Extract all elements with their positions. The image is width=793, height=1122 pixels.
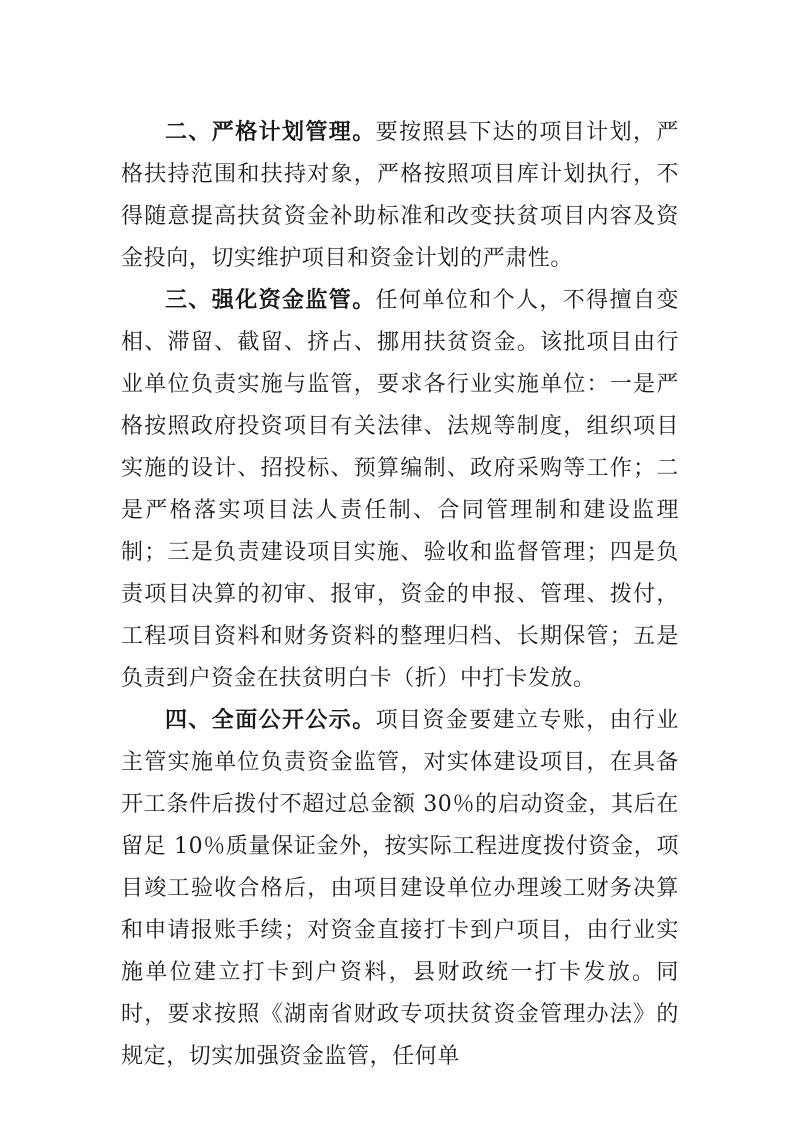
paragraph-heading: 四、全面公开公示。: [165, 708, 376, 733]
paragraph-heading: 二、严格计划管理。: [165, 120, 376, 145]
paragraph-fund-supervision: [121, 280, 679, 700]
paragraph-text: 任何单位和个人，不得擅自变相、滞留、截留、挤占、挪用扶贫资金。该批项目由行业单位负责实施与监管，要求各行业实施单位：一是严格按照政府投资项目有关法律、法规等制度，组织项目实施的设计、招投标、预算编制、政府采购等工作；二是严格落实项目法人责任制、合同管理制和建设监理制；三是负责建设项目实施、验收和监督管理；四是负责项目决算的初审、报审，资金的申报、管理、拨付，工程项目资料和财务资料的整理归档、长期保管；五是负责到户资金在扶贫明白卡（折）中打卡发放。: [121, 288, 679, 691]
paragraph-text: 项目资金要建立专账，由行业主管实施单位负责资金监管，对实体建设项目，在具备开工条件后拨付不超过总金额 30％的启动资金，其后在留足 10％质量保证金外，按实际工程进度拨付资金，项目竣工验收合格后，由项目建设单位办理竣工财务决算和申请报账手续；对资金直接打卡到户项目，由行业实施单位建立打卡到户资料，县财政统一打卡发放。同时，要求按照《湖南省财政专项扶贫资金管理办法》的规定，切实加强资金监管，任何单: [121, 708, 679, 1069]
paragraph-heading: 三、强化资金监管。: [165, 288, 376, 313]
paragraph-text: 要按照县下达的项目计划，严格扶持范围和扶持对象，严格按照项目库计划执行，不得随意提高扶贫资金补助标准和改变扶贫项目内容及资金投向，切实维护项目和资金计划的严肃性。: [121, 120, 679, 271]
paragraph-plan-management: [121, 112, 679, 280]
paragraph-public-disclosure: [121, 700, 679, 1078]
document-body: [121, 112, 679, 1078]
